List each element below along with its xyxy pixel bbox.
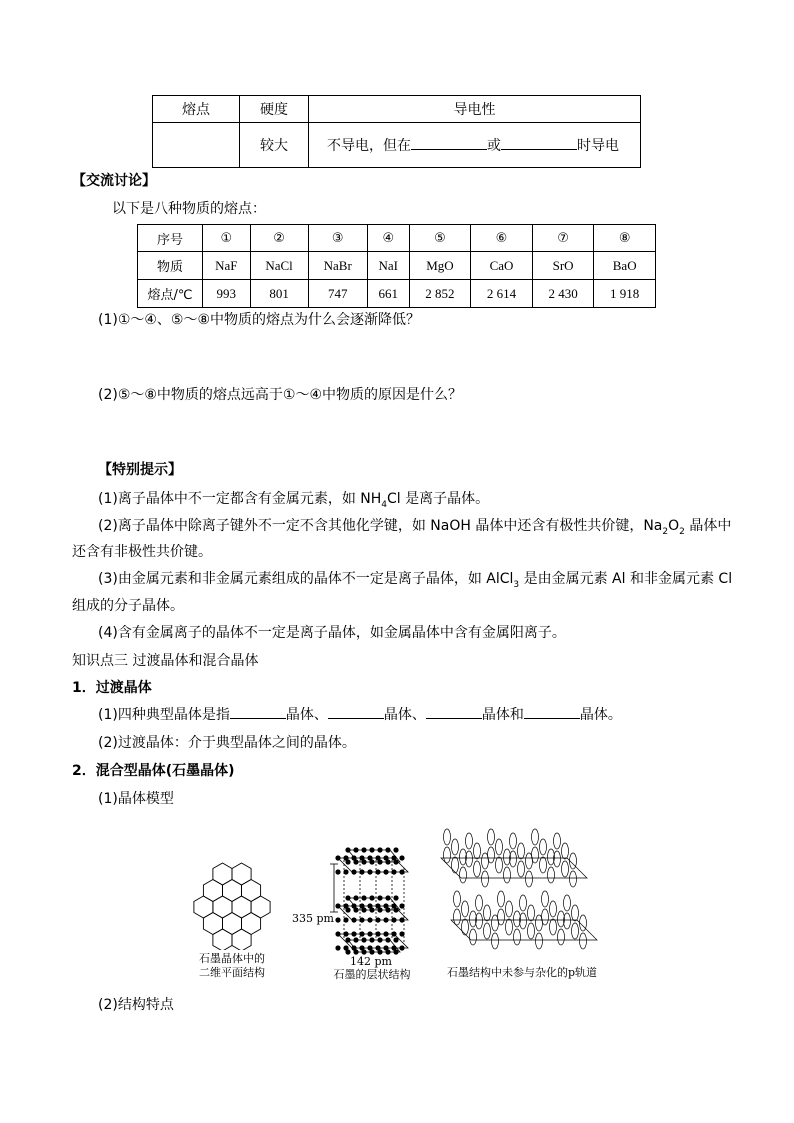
carbon-atom (375, 855, 380, 860)
carbon-atom (353, 895, 358, 900)
tip-2: (2)离子晶体中除离子键外不一定不含其他化学键，如 NaOH 晶体中还含有极性共价键，$Na_2O_2$ 晶体中 (98, 518, 732, 537)
row-label-melting: 熔点/℃ (138, 280, 203, 308)
blank-5 (426, 704, 482, 719)
carbon-atom (351, 931, 356, 936)
blank-3 (230, 704, 286, 719)
melting-cell: 1 918 (594, 280, 656, 308)
p-orbital-lobe (504, 867, 511, 883)
p-orbital-lobe (542, 909, 549, 925)
structure-features-label: (2)结构特点 (98, 997, 174, 1013)
transition-crystal-def: (2)过渡晶体：介于典型晶体之间的晶体。 (98, 735, 356, 751)
hexagon-ring (223, 880, 242, 902)
melting-point-table (137, 224, 656, 308)
hexagon-ring (213, 896, 232, 918)
p-orbital-lobe (444, 847, 451, 863)
carbon-atom (369, 847, 374, 852)
p-orbital-lobe (454, 891, 461, 907)
hexagon-ring (194, 896, 213, 918)
transition-crystal-types: (1)四种典型晶体是指 晶体、 晶体、 晶体和 晶体。 (98, 704, 622, 724)
p-orbital-lobe (550, 901, 557, 917)
substance-cell: MgO (409, 252, 471, 280)
melting-cell: 661 (367, 280, 409, 308)
melting-cell: 2 614 (471, 280, 533, 308)
p-orbital-lobe (498, 909, 505, 925)
carbon-atom (367, 917, 372, 922)
carbon-atom (383, 917, 388, 922)
p-orbital-lobe (532, 847, 539, 863)
carbon-atom (359, 855, 364, 860)
carbon-atom (375, 869, 380, 874)
hexagon-ring (203, 913, 222, 935)
header-conductivity: 导电性 (309, 96, 641, 123)
question-2: (2)⑤～⑧中物质的熔点远高于①～④中物质的原因是什么？ (98, 387, 463, 403)
carbon-atom (351, 855, 356, 860)
carbon-atom (353, 949, 358, 954)
carbon-atom (367, 855, 372, 860)
id-cell: ④ (367, 225, 409, 252)
blank-4 (328, 704, 384, 719)
carbon-atom (335, 917, 340, 922)
hexagon-ring (232, 929, 251, 950)
crystal-model-label: (1)晶体模型 (98, 791, 174, 807)
carbon-atom (335, 869, 340, 874)
carbon-atom (359, 931, 364, 936)
id-cell: ② (250, 225, 308, 252)
hexagon-ring (223, 913, 242, 935)
carbon-atom (385, 847, 390, 852)
p-orbital-lobe (514, 929, 521, 945)
p-orbital-lobe (460, 867, 467, 883)
p-orbital-lobe (488, 847, 495, 863)
carbon-atom (359, 903, 364, 908)
carbon-atom (335, 945, 340, 950)
tip-3: (3)由金属元素和非金属元素组成的晶体不一定是离子晶体，如 AlCl$_3$ 是由金属元素 Al 和非金属元素 Cl (98, 571, 733, 590)
id-cell: ⑦ (532, 225, 594, 252)
carbon-atom (377, 949, 382, 954)
hexagon-ring (213, 929, 232, 950)
hexagon-ring (242, 880, 261, 902)
p-orbital-lobe (542, 891, 549, 907)
carbon-atom (343, 855, 348, 860)
p-orbital-lobe (558, 929, 565, 945)
hexagon-ring (213, 863, 232, 885)
fig3-caption: 石墨结构中未参与杂化的p轨道 (446, 966, 598, 979)
p-orbital-lobe (482, 871, 489, 887)
hexagon-ring (242, 913, 261, 935)
carbon-atom (393, 895, 398, 900)
carbon-atom (345, 847, 350, 852)
header-hardness: 硬度 (240, 96, 309, 123)
p-orbital-lobe (528, 905, 535, 921)
carbon-atom (375, 931, 380, 936)
carbon-atom (343, 869, 348, 874)
melting-cell: 747 (308, 280, 367, 308)
p-orbital-lobe (452, 857, 459, 873)
carbon-atom (335, 903, 340, 908)
hexagon-ring (251, 896, 270, 918)
carbon-atom (391, 855, 396, 860)
substance-cell: SrO (532, 252, 594, 280)
p-orbital-lobe (462, 919, 469, 935)
p-orbital-lobe (570, 871, 577, 887)
header-melting: 熔点 (153, 96, 240, 123)
carbon-atom (343, 931, 348, 936)
graphite-2d-plane-figure (186, 858, 278, 950)
carbon-atom (359, 869, 364, 874)
graphite-layered-structure-figure (290, 840, 420, 960)
p-orbital-lobe (452, 839, 459, 855)
carbon-atom (393, 949, 398, 954)
id-cell: ⑤ (409, 225, 471, 252)
carbon-atom (377, 847, 382, 852)
substance-cell: CaO (471, 252, 533, 280)
p-orbital-lobe (476, 895, 483, 911)
p-orbital-lobe (550, 919, 557, 935)
graphite-p-orbital-figure (435, 826, 605, 966)
tip-4: (4)含有金属离子的晶体不一定是离子晶体，如金属晶体中含有金属阳离子。 (98, 625, 566, 641)
substance-cell: NaCl (250, 252, 308, 280)
p-orbital-lobe (498, 891, 505, 907)
p-orbital-lobe (528, 923, 535, 939)
carbon-atom (391, 917, 396, 922)
property-table (152, 95, 641, 168)
carbon-atom (335, 931, 340, 936)
p-orbital-lobe (506, 919, 513, 935)
p-orbital-lobe (572, 905, 579, 921)
carbon-atom (351, 903, 356, 908)
hexagon-ring (203, 880, 222, 902)
substance-cell: NaF (203, 252, 251, 280)
substance-cell: BaO (594, 252, 656, 280)
carbon-atom (377, 895, 382, 900)
blank-1 (411, 135, 487, 150)
p-orbital-lobe (540, 857, 547, 873)
carbon-atom (385, 949, 390, 954)
carbon-atom (399, 917, 404, 922)
discussion-intro: 以下是八种物质的熔点： (112, 201, 266, 217)
blank-6 (524, 704, 580, 719)
p-orbital-lobe (540, 839, 547, 855)
carbon-atom (375, 917, 380, 922)
substance-cell: NaI (367, 252, 409, 280)
p-orbital-lobe (492, 933, 499, 949)
question-1: (1)①～④、⑤～⑧中物质的熔点为什么会逐渐降低？ (98, 312, 421, 328)
carbon-atom (361, 949, 366, 954)
carbon-atom (369, 949, 374, 954)
p-orbital-lobe (462, 901, 469, 917)
carbon-atom (383, 869, 388, 874)
carbon-atom (377, 937, 382, 942)
p-orbital-lobe (496, 839, 503, 855)
carbon-atom (393, 937, 398, 942)
carbon-atom (345, 895, 350, 900)
carbon-atom (385, 937, 390, 942)
hexagon-ring (232, 896, 251, 918)
hexagon-ring (232, 863, 251, 885)
bond-length-label: 142 pm (350, 955, 392, 968)
carbon-atom (399, 931, 404, 936)
substance-cell: NaBr (308, 252, 367, 280)
row-label-substance: 物质 (138, 252, 203, 280)
p-orbital-lobe (488, 829, 495, 845)
carbon-atom (399, 945, 404, 950)
id-cell: ⑧ (594, 225, 656, 252)
row-label-id: 序号 (138, 225, 203, 252)
p-orbital-lobe (562, 843, 569, 859)
carbon-atom (399, 903, 404, 908)
tip-1: (1)离子晶体中不一定都含有金属元素，如 $NH_4Cl$ 是离子晶体。 (98, 491, 490, 510)
carbon-atom (345, 949, 350, 954)
cell-hardness: 较大 (240, 123, 309, 168)
id-cell: ① (203, 225, 251, 252)
p-orbital-lobe (510, 833, 517, 849)
interlayer-distance-label: 335 pm (292, 912, 334, 925)
p-orbital-lobe (526, 871, 533, 887)
cell-melting (153, 123, 240, 168)
carbon-atom (361, 937, 366, 942)
tip-3-cont: 组成的分子晶体。 (72, 598, 184, 614)
carbon-atom (343, 917, 348, 922)
carbon-atom (361, 895, 366, 900)
carbon-atom (383, 931, 388, 936)
p-orbital-lobe (518, 861, 525, 877)
carbon-atom (393, 847, 398, 852)
carbon-atom (391, 931, 396, 936)
p-orbital-lobe (548, 867, 555, 883)
tip-2-cont: 还含有非极性共价键。 (72, 544, 212, 560)
carbon-atom (385, 895, 390, 900)
carbon-atom (345, 937, 350, 942)
carbon-atom (399, 869, 404, 874)
p-orbital-lobe (532, 829, 539, 845)
p-orbital-lobe (470, 929, 477, 945)
id-cell: ③ (308, 225, 367, 252)
melting-cell: 2 852 (409, 280, 471, 308)
p-orbital-lobe (536, 933, 543, 949)
carbon-atom (335, 855, 340, 860)
p-orbital-lobe (474, 843, 481, 859)
p-orbital-lobe (518, 843, 525, 859)
carbon-atom (353, 937, 358, 942)
carbon-atom (343, 903, 348, 908)
carbon-atom (351, 917, 356, 922)
carbon-atom (367, 931, 372, 936)
p-orbital-lobe (474, 861, 481, 877)
blank-2 (501, 135, 577, 150)
section-title: 知识点三 过渡晶体和混合晶体 (72, 653, 259, 669)
p-orbital-lobe (496, 857, 503, 873)
carbon-atom (359, 917, 364, 922)
melting-cell: 993 (203, 280, 251, 308)
carbon-atom (369, 937, 374, 942)
p-orbital-lobe (562, 861, 569, 877)
carbon-atom (383, 855, 388, 860)
p-orbital-lobe (580, 933, 587, 949)
carbon-atom (353, 847, 358, 852)
carbon-atom (375, 903, 380, 908)
heading-transition-crystal: 1．过渡晶体 (72, 680, 152, 696)
p-orbital-lobe (572, 923, 579, 939)
discussion-heading: 【交流讨论】 (72, 173, 156, 189)
tips-heading: 【特别提示】 (98, 462, 182, 478)
p-orbital-lobe (520, 895, 527, 911)
p-orbital-lobe (484, 905, 491, 921)
carbon-atom (351, 869, 356, 874)
carbon-atom (391, 869, 396, 874)
p-orbital-lobe (554, 833, 561, 849)
p-orbital-lobe (484, 923, 491, 939)
carbon-atom (369, 895, 374, 900)
carbon-atom (367, 903, 372, 908)
carbon-atom (399, 855, 404, 860)
fig2-caption: 石墨的层状结构 (333, 968, 411, 981)
p-orbital-lobe (506, 901, 513, 917)
carbon-atom (383, 903, 388, 908)
carbon-atom (391, 903, 396, 908)
p-orbital-lobe (466, 833, 473, 849)
melting-cell: 2 430 (532, 280, 594, 308)
fig1-caption: 石墨晶体中的 二维平面结构 (199, 952, 265, 979)
heading-mixed-crystal: 2．混合型晶体(石墨晶体) (72, 763, 235, 779)
carbon-atom (361, 847, 366, 852)
p-orbital-lobe (564, 895, 571, 911)
p-orbital-lobe (454, 909, 461, 925)
carbon-atom (367, 869, 372, 874)
p-orbital-lobe (444, 829, 451, 845)
melting-cell: 801 (250, 280, 308, 308)
cell-conductivity: 不导电，但在 或 时导电 (309, 123, 641, 168)
id-cell: ⑥ (471, 225, 533, 252)
